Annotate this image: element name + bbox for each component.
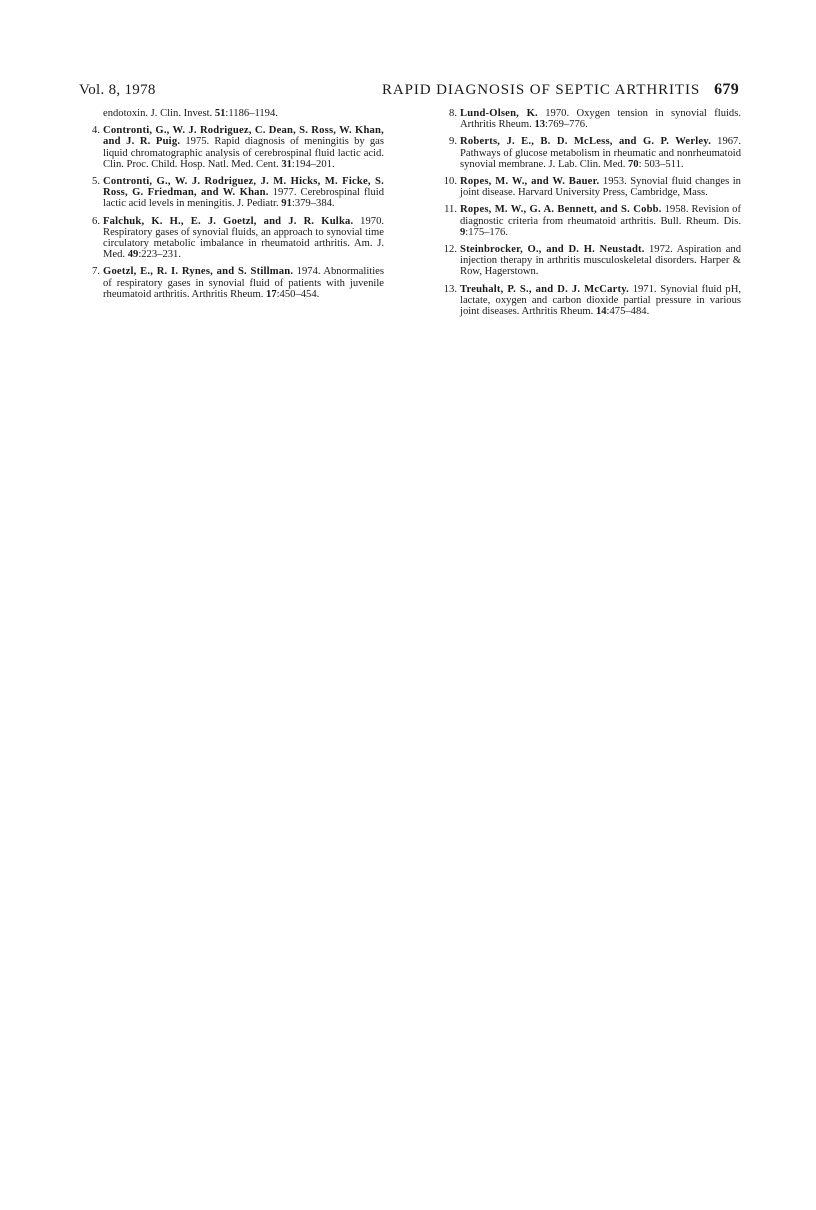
reference-number: 10. [443, 176, 457, 188]
reference-text: 1970. Oxygen tension in synovial fluids. Arthritis Rheum. [460, 108, 742, 131]
reference-authors: Steinbrocker, O., and D. H. Neustadt. [460, 244, 645, 256]
references-left-column [86, 108, 384, 306]
reference-pages: :769–776. [545, 119, 588, 131]
reference-text: 1975. Rapid diagnosis of meningitis by gas liquid chromatographic analysis of cerebrospinal fluid lactic acid. Clin. Proc. Child. Hosp. Natl. Med. Cent. [103, 136, 384, 170]
reference-text: 1972. Aspiration and injection therapy in arthritis musculoskeletal disorders. Harper & Row, Hagerstown. [460, 244, 741, 278]
reference-volume: 14 [595, 306, 607, 318]
reference-text: 1958. Revision of diagnostic criteria from rheumatoid arthritis. Bull. Rheum. Dis. [460, 204, 741, 227]
reference-number: 13. [443, 283, 457, 295]
reference-volume: 91 [281, 198, 292, 210]
reference-volume: 31 [281, 158, 292, 170]
reference-item [443, 284, 741, 318]
reference-authors: Ropes, M. W., G. A. Bennett, and S. Cobb. [460, 204, 662, 216]
reference-text: 1977. Cerebrospinal fluid lactic acid levels in meningitis. J. Pediatr. [103, 187, 385, 210]
reference-volume: 9 [460, 226, 466, 238]
reference-authors: Contronti, G., W. J. Rodriguez, J. M. Hicks, M. Ficke, S. Ross, G. Friedman, and W. Khan. [103, 176, 384, 199]
reference-number: 7. [92, 266, 100, 278]
reference-authors: Falchuk, K. H., E. J. Goetzl, and J. R. Kulka. [103, 215, 354, 227]
reference-pages: :175–176. [465, 226, 508, 238]
reference-authors: Ropes, M. W., and W. Bauer. [460, 176, 600, 188]
reference-number: 11. [444, 204, 457, 216]
reference-pages: :194–201. [291, 158, 335, 170]
reference-pages: :1186–1194. [225, 108, 278, 119]
reference-volume: 13 [534, 119, 546, 131]
reference-text: endotoxin. J. Clin. Invest. [103, 108, 215, 119]
reference-number: 8. [449, 108, 457, 119]
reference-item [86, 216, 384, 261]
reference-item [443, 176, 741, 198]
reference-volume: 49 [127, 249, 139, 261]
reference-text: 1974. Abnormalities of respiratory gases in synovial fluid of patients with juvenile rheumatoid arthritis. Arthritis Rheum. [103, 266, 384, 300]
reference-number: 4. [92, 125, 100, 137]
reference-pages: :379–384. [291, 198, 335, 210]
reference-pages: :475–484. [606, 306, 650, 318]
reference-item [443, 108, 741, 130]
reference-text: 1967. Pathways of glucose metabolism in rheumatic and nonrheumatoid synovial membrane. J. Lab. Clin. Med. [460, 136, 742, 170]
reference-volume: 51 [214, 108, 226, 119]
reference-number: 5. [92, 176, 100, 188]
reference-authors: Roberts, J. E., B. D. McLess, and G. P. Werley. [460, 136, 712, 148]
reference-pages: :223–231. [138, 249, 181, 261]
page-number: 679 [714, 81, 739, 98]
reference-continuation [86, 108, 384, 119]
reference-item [443, 136, 741, 170]
reference-text: 1970. Respiratory gases of synovial fluids, an approach to synovial time circulatory metabolic imbalance in rheumatoid arthritis. Am. J. Med. [103, 215, 385, 261]
reference-item [86, 266, 384, 300]
running-title: RAPID DIAGNOSIS OF SEPTIC ARTHRITIS [382, 82, 701, 98]
reference-number: 9. [449, 136, 457, 148]
reference-text: 1953. Synovial fluid changes in joint disease. Harvard University Press, Cambridge, Mass. [460, 176, 741, 199]
reference-number: 12. [443, 244, 457, 256]
reference-number: 6. [92, 215, 100, 227]
reference-pages: : 503–511. [638, 158, 684, 170]
reference-item [443, 244, 741, 278]
references-right-column [443, 108, 741, 323]
volume-year: Vol. 8, 1978 [79, 82, 156, 98]
reference-item [443, 204, 741, 238]
reference-volume: 70 [628, 158, 639, 170]
reference-pages: :450–454. [276, 288, 320, 300]
reference-text: 1971. Synovial fluid pH, lactate, oxygen and carbon dioxide partial pressure in various joint diseases. Arthritis Rheum. [460, 283, 741, 318]
reference-authors: Goetzl, E., R. I. Rynes, and S. Stillman. [103, 266, 294, 278]
running-header [79, 82, 739, 104]
reference-volume: 17 [266, 288, 277, 300]
reference-authors: Contronti, G., W. J. Rodriguez, C. Dean, S. Ross, W. Khan, and J. R. Puig. [103, 125, 384, 148]
reference-authors: Lund-Olsen, K. [460, 108, 538, 119]
reference-item [86, 125, 384, 170]
reference-item [86, 176, 384, 210]
reference-authors: Treuhalt, P. S., and D. J. McCarty. [460, 283, 629, 295]
